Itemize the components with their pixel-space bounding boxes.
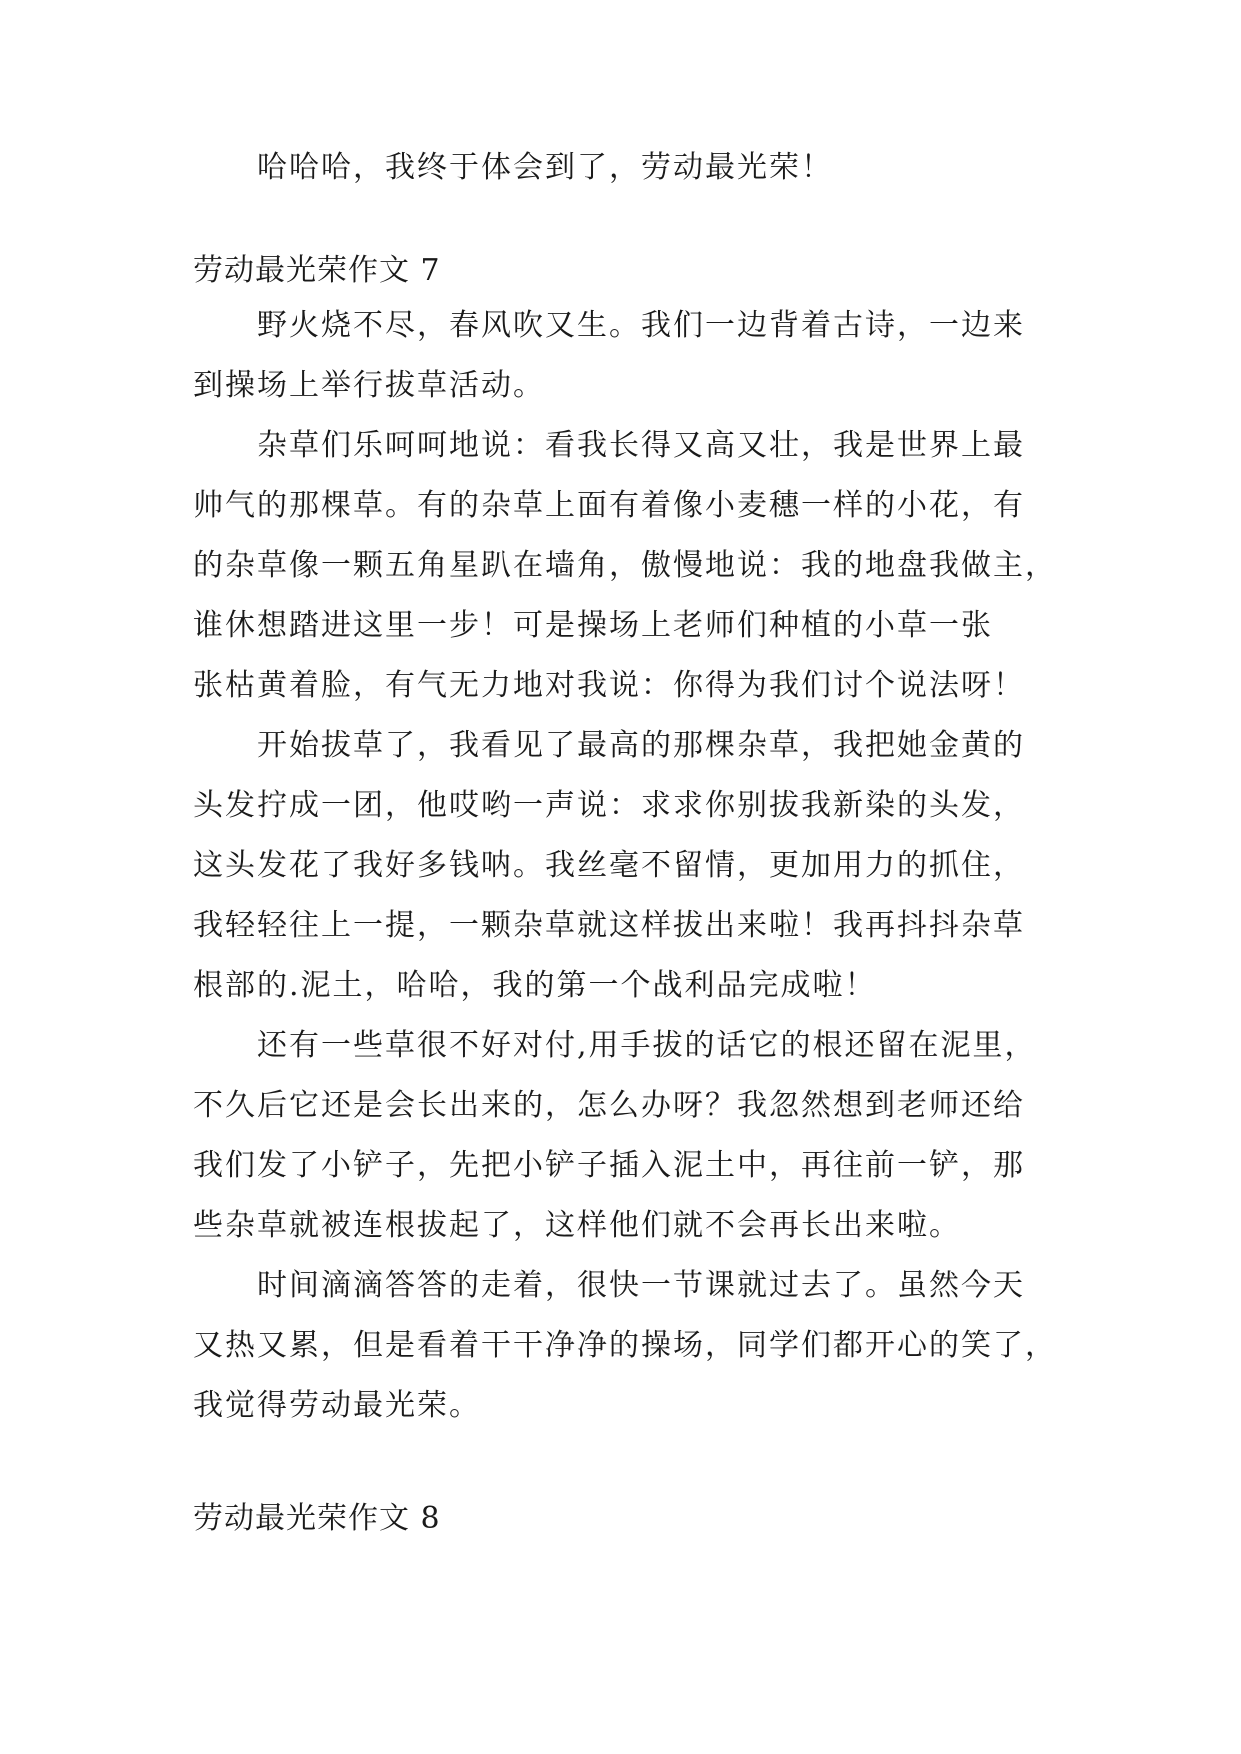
paragraph-line: 我觉得劳动最光荣。 — [193, 1388, 481, 1423]
essay-7-paragraph-2 — [193, 416, 1057, 716]
essay-7-title: 劳动最光荣作文 7 — [193, 253, 441, 288]
paragraph-line: 头发拧成一团，他哎哟一声说：求求你别拔我新染的头发， — [193, 788, 1025, 823]
paragraph-line: 我轻轻往上一提，一颗杂草就这样拔出来啦！我再抖抖杂草 — [193, 908, 1025, 943]
paragraph-line: 杂草们乐呵呵地说：看我长得又高又壮，我是世界上最 — [257, 428, 1025, 463]
essay-7-paragraph-1 — [193, 296, 1049, 416]
paragraph-line: 我们发了小铲子，先把小铲子插入泥土中，再往前一铲，那 — [193, 1148, 1025, 1183]
essay-8-title: 劳动最光荣作文 8 — [193, 1501, 441, 1536]
paragraph-line: 又热又累，但是看着干干净净的操场，同学们都开心的笑了， — [193, 1328, 1057, 1363]
paragraph-line: 还有一些草很不好对付,用手拔的话它的根还留在泥里， — [257, 1028, 1037, 1063]
paragraph-line: 到操场上举行拔草活动。 — [193, 368, 545, 403]
paragraph-line: 开始拔草了，我看见了最高的那棵杂草，我把她金黄的 — [257, 728, 1025, 763]
paragraph-line: 不久后它还是会长出来的，怎么办呀？我忽然想到老师还给 — [193, 1088, 1025, 1123]
essay-7-paragraph-5 — [193, 1256, 1057, 1436]
paragraph-line: 这头发花了我好多钱呐。我丝毫不留情，更加用力的抓住， — [193, 848, 1025, 883]
intro-paragraph — [193, 138, 1049, 198]
paragraph-line: 些杂草就被连根拔起了，这样他们就不会再长出来啦。 — [193, 1208, 961, 1243]
paragraph-line: 谁休想踏进这里一步！可是操场上老师们种植的小草一张 — [193, 608, 993, 643]
paragraph-line: 哈哈哈，我终于体会到了，劳动最光荣！ — [257, 150, 833, 185]
paragraph-line: 野火烧不尽，春风吹又生。我们一边背着古诗，一边来 — [257, 308, 1025, 343]
paragraph-line: 的杂草像一颗五角星趴在墙角，傲慢地说：我的地盘我做主， — [193, 548, 1057, 583]
paragraph-line: 根部的.泥土，哈哈，我的第一个战利品完成啦！ — [193, 968, 877, 1003]
paragraph-line: 张枯黄着脸，有气无力地对我说：你得为我们讨个说法呀！ — [193, 668, 1025, 703]
paragraph-line: 时间滴滴答答的走着，很快一节课就过去了。虽然今天 — [257, 1268, 1025, 1303]
paragraph-line: 帅气的那棵草。有的杂草上面有着像小麦穗一样的小花，有 — [193, 488, 1025, 523]
essay-7-paragraph-3 — [193, 716, 1049, 1016]
essay-7-paragraph-4 — [193, 1016, 1049, 1256]
